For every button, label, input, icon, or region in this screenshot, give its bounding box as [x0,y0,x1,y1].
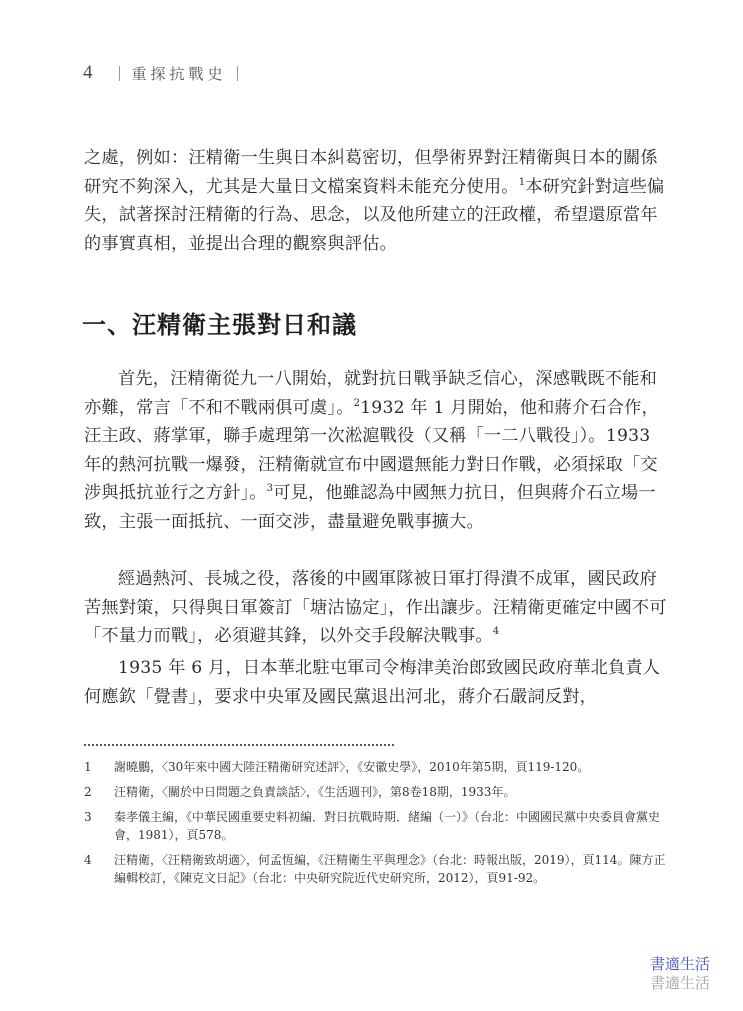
footnote-item [84,783,669,801]
footnote-number: 2 [84,785,92,799]
body-paragraph-3 [84,654,669,711]
footnote-item [84,758,669,776]
header-divider-right [237,66,238,81]
watermark [650,955,710,993]
footnote-text: 汪精衛，〈關於中日問題之負責談話〉，《生活週刊》，第8卷18期，1933年。 [114,785,516,799]
book-title: 重探抗戰史 [131,64,227,83]
footnote-ref-4: 4 [492,626,500,638]
intro-text-rest: 本研究針對這些偏失，試著探討汪精衛的行為、思念，以及他所建立的汪政權，希望還原當年的事實真相，並提出合理的觀察與評估。 [84,176,665,254]
footnote-text: 汪精衛，〈汪精衛致胡適〉，何孟恆編，《汪精衛生平與理念》（台北：時報出版，2019），頁114。陳方正編輯校訂，《陳克文日記》（台北：中央研究院近代史研究所，2012），頁91-92。 [114,853,666,885]
footnotes [84,758,669,894]
page-number: 4 [83,62,93,83]
body-paragraph-1 [84,365,669,537]
watermark-line-1: 書適生活 [649,955,710,973]
footnote-number: 1 [84,760,92,774]
footnote-number: 3 [84,810,92,824]
body-paragraph-2 [84,565,669,651]
footnote-text: 秦孝儀主編，《中華民國重要史料初編．對日抗戰時期．緒編（一）》（台北：中國國民黨中央委員會黨史會，1981），頁578。 [114,810,661,842]
intro-text: 之處，例如：汪精衛一生與日本糾葛密切，但學術界對汪精衛與日本的關係研究不夠深入，尤其是大量日文檔案資料未能充分使用。 [84,148,658,197]
paragraph-1-text-a: 首先，汪精衛從九一八開始，就對抗日戰爭缺乏信心，深感戰既不能和亦難，常言「不和不戰兩俱可虞」。 [84,369,658,418]
footnote-ref-1: 1 [518,176,526,188]
footnote-item [84,808,669,844]
paragraph-1-text-c: 可見，他雖認為中國無力抗日，但與蔣介石立場一致，主張一面抵抗、一面交涉，盡量避免戰事擴大。 [84,483,656,532]
paragraph-2-text: 經過熱河、長城之役，落後的中國軍隊被日軍打得潰不成軍，國民政府苦無對策，只得與日軍簽訂「塘沽協定」，作出讓步。汪精衛更確定中國不可「不量力而戰」，必須避其鋒，以外交手段解決戰事。 [84,569,667,647]
intro-paragraph [84,144,669,258]
footnote-divider [84,744,394,746]
footnote-number: 4 [84,853,92,867]
header-divider-left [119,66,120,81]
footnote-text: 謝曉鵬，〈30年來中國大陸汪精衛研究述評〉，《安徽史學》，2010年第5期，頁119-120。 [114,760,590,774]
paragraph-1-text-b: 1932 年 1 月開始，他和蔣介石合作，汪主政、蔣掌軍，聯手處理第一次淞滬戰役（又稱「一二八戰役」）。1933 年的熱河抗戰一爆發，汪精衛就宣布中國還無能力對日作戰，必須採取「交涉與抵抗並行之方針」。 [84,397,659,504]
footnote-ref-2: 2 [353,397,361,409]
footnote-item [84,851,669,887]
running-header [83,60,238,86]
footnote-ref-3: 3 [266,483,274,495]
section-heading: 一、汪精衛主張對日和議 [82,311,357,339]
watermark-line-2: 書適生活 [649,974,710,992]
paragraph-3-text: 1935 年 6 月，日本華北駐屯軍司令梅津美治郎致國民政府華北負責人何應欽「覺書」，要求中央軍及國民黨退出河北，蔣介石嚴詞反對， [84,658,661,707]
